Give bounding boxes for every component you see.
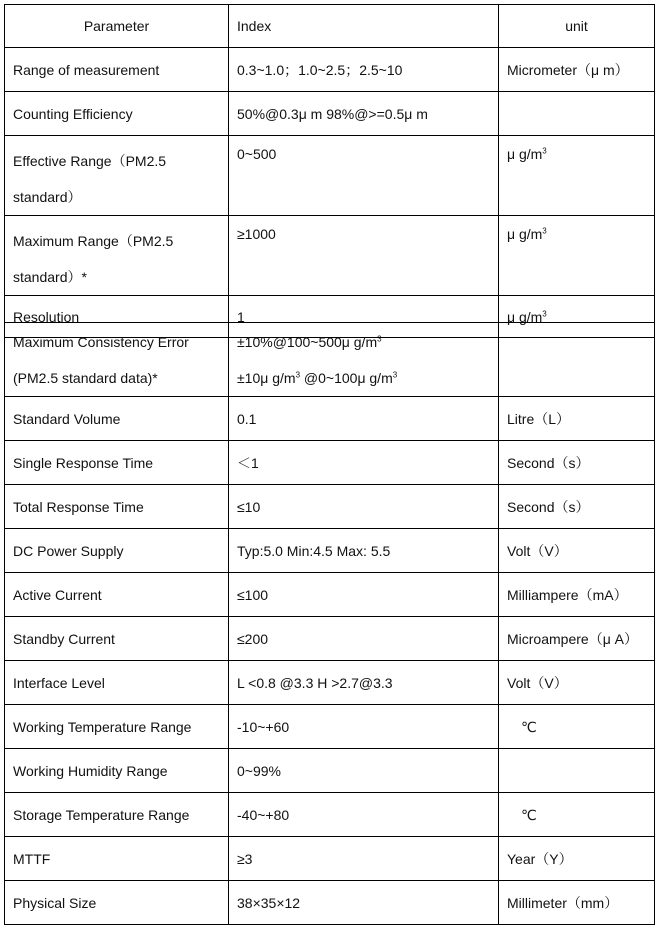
- param-line-1: Maximum Consistency Error: [13, 333, 189, 350]
- param-line-2: (PM2.5 standard data)*: [13, 369, 158, 386]
- unit-cell: [499, 749, 655, 793]
- param-cell: Physical Size: [5, 881, 229, 925]
- index-cell: 38×35×12: [229, 881, 499, 925]
- param-cell: Working Temperature Range: [5, 705, 229, 749]
- param-line-2: standard）: [13, 189, 82, 205]
- index-cell: 0~500: [229, 136, 499, 216]
- param-line-2: standard）*: [13, 269, 87, 285]
- table-row: [5, 48, 655, 92]
- index-cell: ≥3: [229, 837, 499, 881]
- unit-cell: ℃: [499, 793, 655, 837]
- table-row: [5, 661, 655, 705]
- table-row: [5, 837, 655, 881]
- spec-table-top: [4, 4, 655, 338]
- unit-cell: Litre（L）: [499, 397, 655, 441]
- unit-base: μ g/m: [507, 226, 543, 242]
- unit-cell: [499, 216, 655, 296]
- param-cell: Active Current: [5, 573, 229, 617]
- table-row: [5, 749, 655, 793]
- param-cell: Standby Current: [5, 617, 229, 661]
- index-text: ±10μ g/m: [237, 369, 296, 386]
- index-superscript: 3: [295, 369, 301, 379]
- param-cell: [5, 323, 229, 397]
- index-superscript: 3: [377, 333, 382, 343]
- index-line-1: [237, 334, 382, 350]
- index-cell: -40~+80: [229, 793, 499, 837]
- index-cell: [229, 323, 499, 397]
- param-cell: Interface Level: [5, 661, 229, 705]
- table-row: [5, 881, 655, 925]
- index-text: @0~100μ g/m: [300, 369, 393, 386]
- header-index: Index: [229, 5, 499, 48]
- param-cell: Single Response Time: [5, 441, 229, 485]
- unit-base: μ g/m: [507, 146, 543, 162]
- table-row: [5, 573, 655, 617]
- param-line-1: Maximum Range（PM2.5: [13, 233, 174, 249]
- unit-cell: Second（s）: [499, 485, 655, 529]
- unit-cell: [499, 323, 655, 397]
- index-cell: L <0.8 @3.3 H >2.7@3.3: [229, 661, 499, 705]
- param-line-1: Effective Range（PM2.5: [13, 153, 167, 169]
- unit-superscript: 3: [542, 308, 547, 318]
- unit-superscript: 3: [542, 146, 547, 156]
- index-cell: Typ:5.0 Min:4.5 Max: 5.5: [229, 529, 499, 573]
- table-row: [5, 485, 655, 529]
- index-superscript: 3: [392, 369, 398, 379]
- unit-cell: [499, 92, 655, 136]
- unit-cell: Microampere（μ A）: [499, 617, 655, 661]
- unit-cell: Year（Y）: [499, 837, 655, 881]
- index-cell: 0.3~1.0；1.0~2.5；2.5~10: [229, 48, 499, 92]
- table-row: [5, 92, 655, 136]
- spec-table-bottom: [4, 322, 655, 925]
- index-cell: 0.1: [229, 397, 499, 441]
- unit-cell: Millimeter（mm）: [499, 881, 655, 925]
- table-header-row: [5, 5, 655, 48]
- param-cell: [5, 216, 229, 296]
- table-row: [5, 216, 655, 296]
- param-cell: Counting Efficiency: [5, 92, 229, 136]
- table-row: [5, 441, 655, 485]
- unit-cell: [499, 136, 655, 216]
- table-row: [5, 397, 655, 441]
- unit-cell: Volt（V）: [499, 661, 655, 705]
- unit-cell: ℃: [499, 705, 655, 749]
- index-cell: ＜1: [229, 441, 499, 485]
- index-cell: ≤100: [229, 573, 499, 617]
- table-row: [5, 793, 655, 837]
- table-row: [5, 529, 655, 573]
- index-cell: 50%@0.3μ m 98%@>=0.5μ m: [229, 92, 499, 136]
- param-cell: Range of measurement: [5, 48, 229, 92]
- header-parameter: Parameter: [5, 5, 229, 48]
- unit-base: μ g/m: [507, 308, 543, 325]
- index-text: ±10%@100~500μ g/m: [237, 333, 378, 350]
- index-cell: -10~+60: [229, 705, 499, 749]
- index-cell: ≤200: [229, 617, 499, 661]
- param-cell: [5, 136, 229, 216]
- unit-cell: Volt（V）: [499, 529, 655, 573]
- param-cell: Total Response Time: [5, 485, 229, 529]
- param-cell: DC Power Supply: [5, 529, 229, 573]
- table-row: [5, 323, 655, 397]
- param-cell: Standard Volume: [5, 397, 229, 441]
- index-cell: ≥1000: [229, 216, 499, 296]
- table-row: [5, 617, 655, 661]
- param-cell: Resolution: [5, 296, 229, 338]
- param-cell: MTTF: [5, 837, 229, 881]
- unit-cell: Second（s）: [499, 441, 655, 485]
- header-unit: unit: [499, 5, 655, 48]
- index-cell: 0~99%: [229, 749, 499, 793]
- unit-superscript: 3: [542, 226, 547, 236]
- index-line-2: [237, 370, 397, 386]
- index-cell: 1: [229, 296, 499, 338]
- table-row: [5, 136, 655, 216]
- index-cell: ≤10: [229, 485, 499, 529]
- table-row: [5, 705, 655, 749]
- unit-cell: Milliampere（mA）: [499, 573, 655, 617]
- param-cell: Working Humidity Range: [5, 749, 229, 793]
- param-cell: Storage Temperature Range: [5, 793, 229, 837]
- unit-cell: Micrometer（μ m）: [499, 48, 655, 92]
